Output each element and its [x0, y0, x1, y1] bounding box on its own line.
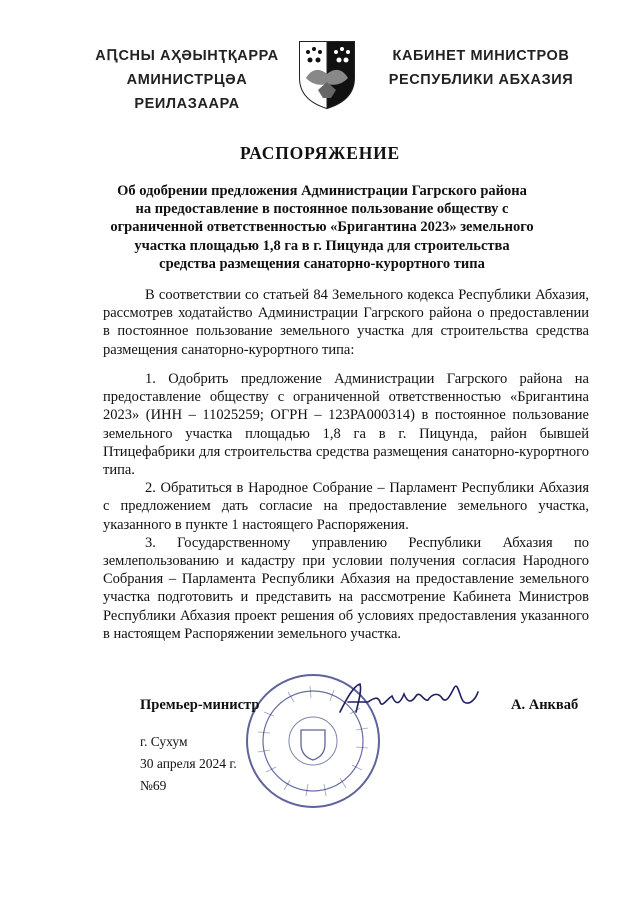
- header-right-line1: КАБИНЕТ МИНИСТРОВ: [392, 48, 570, 64]
- subject-line: ограниченной ответственностью «Бригантина 2023» земельного: [110, 219, 534, 236]
- header-left-line2: АМИНИСТРЦӘА РЕИЛАЗААРА: [126, 72, 248, 112]
- subject-line: участка площадью 1,8 га в г. Пицунда для строительства: [134, 237, 510, 254]
- document-place: г. Сухум: [140, 734, 188, 749]
- document-subject: [110, 182, 534, 273]
- abkhazia-coat-of-arms-icon: [296, 38, 358, 110]
- item-2: 2. Обратиться в Народное Собрание – Парламент Республики Абхазия с предложением дать согласие на предоставление земельного участка, указанного в пункте 1 настоящего Распоряжения.: [103, 480, 589, 533]
- subject-line: на предоставление в постоянное пользование обществу с: [135, 201, 509, 218]
- document-title: РАСПОРЯЖЕНИЕ: [239, 143, 400, 163]
- subject-line: средства размещения санаторно-курортного типа: [159, 255, 485, 272]
- handwritten-signature-icon: [334, 676, 484, 724]
- document-number: №69: [140, 778, 167, 793]
- header-left: [82, 44, 292, 116]
- header-right: [386, 44, 576, 92]
- signer-title: Премьер-министр: [140, 697, 260, 713]
- subject-line: Об одобрении предложения Администрации Гагрского района: [117, 183, 527, 199]
- item-3: 3. Государственному управлению Республики Абхазия по землепользованию и кадастру при условии получения согласия Народного Собрания – Парламента Республики Абхазия на предоставление земельного участка подготовить и представить на рассмотрение Кабинета Министров Республики Абхазия проект решения об условиях предоставления указанного в настоящем Распоряжении земельного участка.: [103, 534, 589, 642]
- items-block: [103, 370, 589, 643]
- document-date: 30 апреля 2024 г.: [140, 756, 237, 771]
- intro-paragraph: В соответствии со статьей 84 Земельного кодекса Республики Абхазия, рассмотрев ходатайство Администрации Гагрского района о предоставлении в постоянное пользование земельного участка для строительства средства размещения санаторно-курортного типа:: [103, 287, 589, 358]
- header-right-line2: РЕСПУБЛИКИ АБХАЗИЯ: [388, 72, 574, 88]
- signer-name: А. Анкваб: [511, 697, 579, 713]
- item-1: 1. Одобрить предложение Администрации Гагрского района на предоставление обществу с ограниченной ответственностью «Бригантина 2023» (ИНН – 11025259; ОГРН – 123РА000314) в постоянное пользование земельного участка площадью 1,8 га в г. Пицунда, район бывшей Птицефабрики для строительства средства размещения санаторно-курортного типа.: [103, 371, 589, 479]
- header-left-line1: АԤСНЫ АҲӘЫНҬҚАРРА: [95, 48, 279, 64]
- intro-paragraph-block: [103, 286, 589, 359]
